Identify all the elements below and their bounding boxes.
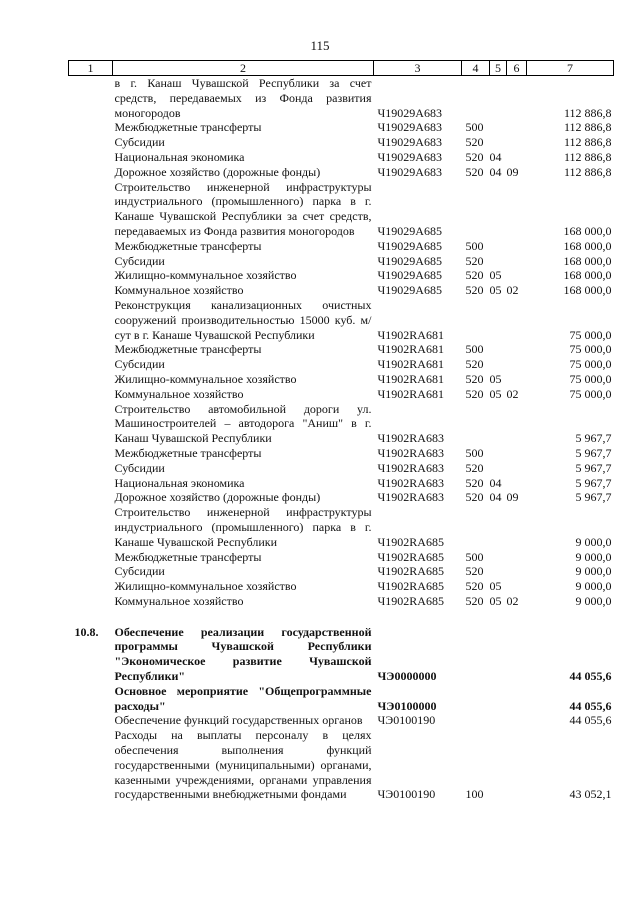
row-name: Межбюджетные трансферты	[114, 445, 262, 460]
row-expense-type: 500	[465, 342, 484, 357]
row-target-code: Ч1902RA681	[377, 357, 444, 372]
table-row	[69, 461, 614, 476]
row-amount: 112 886,8	[563, 164, 612, 179]
row-section: 05	[489, 593, 502, 608]
row-expense-type: 520	[465, 149, 484, 164]
row-section	[490, 550, 507, 565]
row-subsection: 02	[506, 386, 519, 401]
row-number	[69, 550, 113, 565]
table-row	[69, 490, 614, 505]
row-section	[490, 135, 507, 150]
row-number	[69, 283, 113, 298]
row-number	[69, 357, 113, 372]
row-number	[69, 239, 113, 254]
row-amount: 43 052,1	[569, 787, 612, 802]
row-number	[69, 268, 113, 283]
row-target-code: Ч1902RA685	[377, 593, 444, 608]
header-col-6: 6	[507, 61, 527, 76]
row-subsection	[507, 298, 527, 342]
row-section	[490, 713, 507, 728]
row-amount: 112 886,8	[563, 149, 612, 164]
row-number	[69, 165, 113, 180]
table-row	[69, 564, 614, 579]
row-name: Межбюджетные трансферты	[114, 120, 262, 135]
row-target-code: Ч1902RA681	[377, 386, 444, 401]
row-subsection	[507, 684, 527, 714]
row-subsection	[507, 372, 527, 387]
row-name: в г. Канаш Чувашской Республики за счет средств, передаваемых из Фонда развития моногородов	[114, 76, 372, 120]
table-row	[69, 254, 614, 269]
table-row	[69, 625, 614, 684]
row-target-code: Ч1902RA683	[377, 445, 444, 460]
row-name: Строительство инженерной инфраструктуры индустриального (промышленного) парка в г. Канаше Чувашской Республики за счет средств, передаваемых из Фонда развития моногородов	[114, 179, 372, 238]
row-number	[69, 446, 113, 461]
row-name: Жилищно-коммунальное хозяйство	[114, 371, 297, 386]
row-expense-type	[462, 713, 490, 728]
row-subsection	[507, 150, 527, 165]
row-amount: 75 000,0	[569, 357, 612, 372]
row-target-code: ЧЭ0000000	[377, 669, 437, 684]
row-target-code: Ч19029А685	[377, 268, 442, 283]
row-number	[69, 476, 113, 491]
table-row	[69, 180, 614, 239]
row-expense-type: 500	[465, 120, 484, 135]
row-amount: 9 000,0	[575, 579, 612, 594]
row-amount: 9 000,0	[575, 564, 612, 579]
row-number	[69, 372, 113, 387]
row-section	[490, 446, 507, 461]
row-subsection	[507, 268, 527, 283]
row-name: Обеспечение функций государственных органов	[114, 713, 363, 728]
row-target-code: ЧЭ0100000	[377, 698, 437, 713]
row-name: Дорожное хозяйство (дорожные фонды)	[114, 490, 321, 505]
row-number	[69, 461, 113, 476]
row-number	[69, 120, 113, 135]
table-row	[69, 728, 614, 802]
row-target-code: Ч19029А683	[377, 105, 442, 120]
row-subsection	[507, 625, 527, 684]
row-section	[490, 239, 507, 254]
row-number: 10.8.	[74, 624, 99, 639]
row-section: 04	[489, 475, 502, 490]
header-col-4: 4	[462, 61, 490, 76]
row-section	[490, 342, 507, 357]
row-name: Коммунальное хозяйство	[114, 593, 244, 608]
row-number	[69, 505, 113, 549]
row-expense-type: 520	[465, 268, 484, 283]
row-expense-type: 100	[465, 787, 484, 802]
table-row	[69, 550, 614, 565]
row-target-code: Ч1902RA685	[377, 564, 444, 579]
row-subsection: 02	[506, 283, 519, 298]
row-amount: 5 967,7	[575, 490, 612, 505]
row-amount: 9 000,0	[575, 593, 612, 608]
row-amount: 44 055,6	[569, 713, 612, 728]
row-number	[69, 150, 113, 165]
row-number	[69, 76, 113, 121]
row-target-code: Ч1902RA683	[377, 490, 444, 505]
row-amount: 75 000,0	[569, 386, 612, 401]
row-subsection	[507, 180, 527, 239]
spacer-cell	[69, 609, 614, 625]
table-row	[69, 357, 614, 372]
row-expense-type	[462, 684, 490, 714]
row-section	[490, 402, 507, 446]
row-target-code: Ч19029А685	[377, 253, 442, 268]
row-amount: 44 055,6	[569, 698, 612, 713]
row-subsection	[507, 728, 527, 802]
row-name: Коммунальное хозяйство	[114, 283, 244, 298]
row-section	[490, 625, 507, 684]
row-amount: 168 000,0	[563, 283, 612, 298]
row-number	[69, 135, 113, 150]
row-subsection	[507, 357, 527, 372]
row-section	[490, 298, 507, 342]
row-number	[69, 180, 113, 239]
row-expense-type	[462, 298, 490, 342]
table-header	[69, 61, 614, 76]
row-name: Реконструкция канализационных очистных сооружений производительностью 15000 куб. м/сут в г. Канаше Чувашской Республики	[114, 297, 372, 342]
table-row	[69, 239, 614, 254]
table-row	[69, 402, 614, 446]
row-name: Расходы на выплаты персоналу в целях обеспечения выполнения функций государственными (муниципальными) органами, казенными учреждениями, органами управления государственными внебюджетными фондами	[114, 728, 372, 802]
row-amount: 112 886,8	[563, 105, 612, 120]
row-name: Строительство инженерной инфраструктуры индустриального (промышленного) парка в г. Канаше Чувашской Республики	[114, 505, 372, 549]
header-col-7: 7	[527, 61, 614, 76]
row-expense-type: 500	[465, 238, 484, 253]
budget-table	[68, 60, 614, 802]
row-section: 05	[489, 283, 502, 298]
row-name: Коммунальное хозяйство	[114, 386, 244, 401]
table-row	[69, 446, 614, 461]
row-target-code: Ч1902RA681	[377, 327, 444, 342]
row-section: 04	[489, 164, 502, 179]
row-subsection	[507, 713, 527, 728]
row-section	[490, 461, 507, 476]
row-subsection: 09	[506, 490, 519, 505]
row-expense-type: 500	[465, 549, 484, 564]
row-target-code: Ч1902RA685	[377, 549, 444, 564]
row-amount: 5 967,7	[575, 445, 612, 460]
row-expense-type	[462, 505, 490, 549]
header-col-2: 2	[113, 61, 374, 76]
row-target-code: Ч1902RA683	[377, 431, 444, 446]
row-target-code: Ч1902RA685	[377, 534, 444, 549]
table-row	[69, 120, 614, 135]
row-amount: 112 886,8	[563, 120, 612, 135]
row-amount: 75 000,0	[569, 327, 612, 342]
row-section	[490, 357, 507, 372]
row-section: 05	[489, 579, 502, 594]
row-target-code: Ч1902RA685	[377, 579, 444, 594]
row-target-code: Ч1902RA681	[377, 342, 444, 357]
row-section	[490, 728, 507, 802]
row-section	[490, 564, 507, 579]
table-row	[69, 505, 614, 549]
row-name: Межбюджетные трансферты	[114, 238, 262, 253]
table-row	[69, 387, 614, 402]
row-amount: 168 000,0	[563, 268, 612, 283]
table-row	[69, 298, 614, 342]
row-expense-type: 520	[465, 593, 484, 608]
table-row	[69, 372, 614, 387]
table-row	[69, 76, 614, 121]
row-target-code: ЧЭ0100190	[377, 787, 436, 802]
row-expense-type: 520	[465, 357, 484, 372]
row-number	[69, 728, 113, 802]
row-amount: 44 055,6	[569, 669, 612, 684]
row-expense-type: 520	[465, 135, 484, 150]
row-name: Субсидии	[114, 253, 165, 268]
row-amount: 112 886,8	[563, 135, 612, 150]
row-name: Субсидии	[114, 564, 165, 579]
row-expense-type	[462, 625, 490, 684]
table-row	[69, 268, 614, 283]
row-name: Национальная экономика	[114, 475, 245, 490]
row-amount: 75 000,0	[569, 342, 612, 357]
row-target-code: Ч19029А683	[377, 164, 442, 179]
row-expense-type: 520	[465, 253, 484, 268]
row-name: Основное мероприятие "Общепрограммные расходы"	[114, 683, 372, 713]
row-expense-type	[462, 402, 490, 446]
row-number	[69, 594, 113, 609]
row-amount: 5 967,7	[575, 431, 612, 446]
row-subsection	[507, 461, 527, 476]
row-subsection	[507, 120, 527, 135]
row-spacer	[69, 609, 614, 625]
row-subsection	[507, 564, 527, 579]
row-section: 05	[489, 386, 502, 401]
row-section: 05	[489, 371, 502, 386]
row-subsection	[507, 254, 527, 269]
row-section	[490, 76, 507, 121]
row-section	[490, 684, 507, 714]
row-number	[69, 490, 113, 505]
row-name: Национальная экономика	[114, 149, 245, 164]
row-name: Дорожное хозяйство (дорожные фонды)	[114, 164, 321, 179]
row-subsection	[507, 402, 527, 446]
row-subsection	[507, 342, 527, 357]
row-section: 05	[489, 268, 502, 283]
row-amount: 5 967,7	[575, 475, 612, 490]
header-col-5: 5	[490, 61, 507, 76]
row-expense-type: 520	[465, 386, 484, 401]
row-expense-type: 520	[465, 475, 484, 490]
page-number: 115	[310, 38, 330, 53]
row-name: Субсидии	[114, 357, 165, 372]
row-name: Жилищно-коммунальное хозяйство	[114, 579, 297, 594]
row-expense-type	[462, 180, 490, 239]
row-expense-type: 520	[465, 283, 484, 298]
row-section: 04	[489, 490, 502, 505]
row-amount: 168 000,0	[563, 238, 612, 253]
header-col-1: 1	[69, 61, 113, 76]
row-target-code: Ч19029А685	[377, 283, 442, 298]
table-row	[69, 579, 614, 594]
row-expense-type	[462, 76, 490, 121]
row-subsection	[507, 446, 527, 461]
row-name: Обеспечение реализации государственной программы Чувашской Республики "Экономическое развитие Чувашской Республики"	[114, 624, 372, 684]
row-amount: 9 000,0	[575, 534, 612, 549]
row-number	[69, 564, 113, 579]
row-target-code: Ч19029А683	[377, 135, 442, 150]
row-subsection	[507, 76, 527, 121]
row-target-code: Ч1902RA681	[377, 371, 444, 386]
row-target-code: ЧЭ0100190	[377, 713, 436, 728]
row-amount: 5 967,7	[575, 460, 612, 475]
table-row	[69, 713, 614, 728]
row-number	[69, 713, 113, 728]
row-subsection: 09	[506, 164, 519, 179]
row-name: Субсидии	[114, 135, 165, 150]
row-expense-type: 520	[465, 564, 484, 579]
row-number	[69, 684, 113, 714]
row-number	[69, 402, 113, 446]
row-section: 04	[489, 149, 502, 164]
table-row	[69, 135, 614, 150]
row-number	[69, 254, 113, 269]
row-amount: 75 000,0	[569, 371, 612, 386]
header-col-3: 3	[374, 61, 462, 76]
row-subsection	[507, 550, 527, 565]
row-section	[490, 254, 507, 269]
row-section	[490, 120, 507, 135]
row-target-code: Ч19029А685	[377, 223, 442, 238]
row-amount: 168 000,0	[563, 223, 612, 238]
row-expense-type: 520	[465, 371, 484, 386]
row-name: Межбюджетные трансферты	[114, 549, 262, 564]
row-name: Субсидии	[114, 460, 165, 475]
table-row	[69, 342, 614, 357]
table-row	[69, 594, 614, 609]
row-expense-type: 520	[465, 490, 484, 505]
row-expense-type: 520	[465, 579, 484, 594]
row-number	[69, 298, 113, 342]
table-row	[69, 476, 614, 491]
row-amount: 9 000,0	[575, 549, 612, 564]
row-number	[69, 387, 113, 402]
row-expense-type: 520	[465, 460, 484, 475]
row-target-code: Ч1902RA683	[377, 475, 444, 490]
row-subsection	[507, 135, 527, 150]
row-expense-type: 500	[465, 445, 484, 460]
row-number	[69, 579, 113, 594]
row-subsection	[507, 579, 527, 594]
row-target-code: Ч1902RA683	[377, 460, 444, 475]
row-target-code: Ч19029А683	[377, 120, 442, 135]
row-section	[490, 505, 507, 549]
table-row	[69, 283, 614, 298]
table-body	[69, 76, 614, 803]
row-section	[490, 180, 507, 239]
table-row	[69, 684, 614, 714]
row-subsection	[507, 505, 527, 549]
row-name: Межбюджетные трансферты	[114, 342, 262, 357]
row-target-code: Ч19029А683	[377, 149, 442, 164]
table-row	[69, 150, 614, 165]
row-expense-type: 520	[465, 164, 484, 179]
row-name: Строительство автомобильной дороги ул. Машиностроителей – автодорога "Аниш" в г. Канаш Чувашской Республики	[114, 401, 372, 446]
row-target-code: Ч19029А685	[377, 238, 442, 253]
table-row	[69, 165, 614, 180]
row-name: Жилищно-коммунальное хозяйство	[114, 268, 297, 283]
row-subsection	[507, 476, 527, 491]
row-amount: 168 000,0	[563, 253, 612, 268]
row-number	[69, 342, 113, 357]
row-subsection	[507, 239, 527, 254]
row-subsection: 02	[506, 593, 519, 608]
